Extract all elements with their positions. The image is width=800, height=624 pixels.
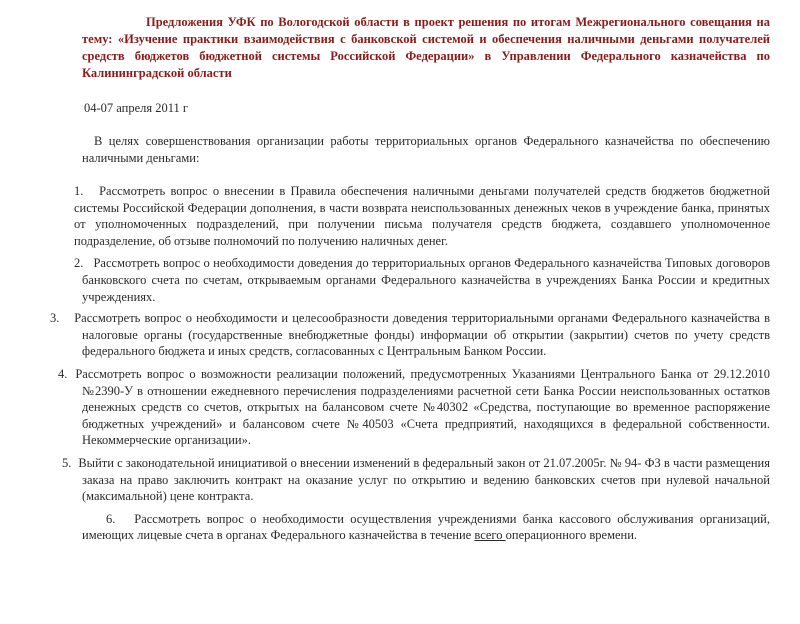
list-item-1-text: Рассмотреть вопрос о внесении в Правила обеспечения наличными деньгами получателей средств бюджетов бюджетной системы Российской Федерации дополнения, в части возврата неиспользованных денежных чеков в учреждение банка, принятых от уполномоченных подразделений, при получении письма получателя средств бюджета, создавшего уполномоченное подразделение, об отзыве полномочий по получению наличных денег.	[74, 184, 770, 248]
list-item-1	[74, 183, 770, 249]
meeting-dates: 04-07 апреля 2011 г	[84, 101, 189, 115]
list-item-5-text: Выйти с законодательной инициативой о внесении изменений в федеральный закон от 21.07.2005г. № 94- ФЗ в части размещения заказа на право заключить контракт на оказание услуг по открытию и ведению банковских счетов при нулевой начальной (максимальной) цене контракта.	[78, 455, 770, 504]
intro-paragraph	[82, 133, 770, 167]
header-text: Предложения УФК по Вологодской области в проект решения по итогам Межрегионального совещания на тему: «Изучение практики взаимодействия с банковской системой и обеспечения наличными деньгами получателей средств бюджетов бюджетной системы Российской Федерации» в Управлении Федерального казначейства по Калининградской области	[82, 15, 770, 80]
list-item-6-number: 6.	[106, 511, 116, 526]
list-item-1-number: 1.	[74, 184, 84, 198]
list-item-3-text: Рассмотреть вопрос о необходимости и целесообразности доведения территориальными органами Федерального казначейства в налоговые органы (государственные внебюджетные фонды) информации об открытии (закрытии) счетов по учету средств федерального бюджета и иных средств, согласованных с Центральным Банком России.	[74, 311, 770, 359]
list-item-2	[74, 255, 771, 305]
list-item-3: 3. Рассмотреть вопрос о необходимости и целесообразности доведения территориальными органами Федерального казначейства в налоговые органы (государственные внебюджетные фонды) информации об открытии (закрытии) счетов по учету средств федерального бюджета и иных средств, согласованных с Центральным Банком России.	[50, 311, 770, 359]
list-item-5: 5. Выйти с законодательной инициативой о внесении изменений в федеральный закон от 21.07.2005г. № 94- ФЗ в части размещения заказа на право заключить контракт на оказание услуг по открытию и ведению банковских счетов при нулевой начальной (максимальной) цене контракта.	[62, 455, 770, 504]
list-item-6-text: Рассмотреть вопрос о необходимости осуществления учреждениями банка кассового обслуживания организаций, имеющих лицевые счета в органах Федерального казначейства в течение	[82, 511, 770, 543]
intro-text: В целях совершенствования организации работы территориальных органов Федерального казначейства по обеспечению наличными деньгами:	[82, 134, 770, 165]
list-item-2-number: 2.	[74, 256, 84, 271]
list-item-6-underlined-word: всего	[474, 528, 506, 543]
document-header	[82, 14, 770, 82]
list-item-4-text: Рассмотреть вопрос о возможности реализации положений, предусмотренных Указаниями Центрального Банка от 29.12.2010 №2390-У в отношении ежедневного перечисления подразделениями расчетной сети Банка России неиспользованных остатков денежных средств со счетов, открытых на балансовом счете №40302 «Средства, поступающие во временное распоряжение бюджетных учреждений» и балансовом счете №40503 «Счета предприятий, находящихся в федеральной собственности. Некоммерческие организации».	[75, 366, 770, 448]
list-item-4: 4. Рассмотреть вопрос о возможности реализации положений, предусмотренных Указаниями Центрального Банка от 29.12.2010 №2390-У в отношении ежедневного перечисления подразделениями расчетной сети Банка России неиспользованных остатков денежных средств со счетов, открытых на балансовом счете №40302 «Средства, поступающие во временное распоряжение бюджетных учреждений» и балансовом счете №40503 «Счета предприятий, находящихся в федеральной собственности. Некоммерческие организации».	[58, 366, 770, 448]
list-item-6-text-end: операционного времени.	[505, 528, 638, 543]
list-item-2-text: Рассмотреть вопрос о необходимости доведения до территориальных органов Федерального казначейства Типовых договоров банковского счета по счетам, открываемым органами Федерального казначейства в учреждениях Банка России и кредитных учреждениях.	[82, 256, 771, 304]
list-item-6	[82, 511, 770, 544]
